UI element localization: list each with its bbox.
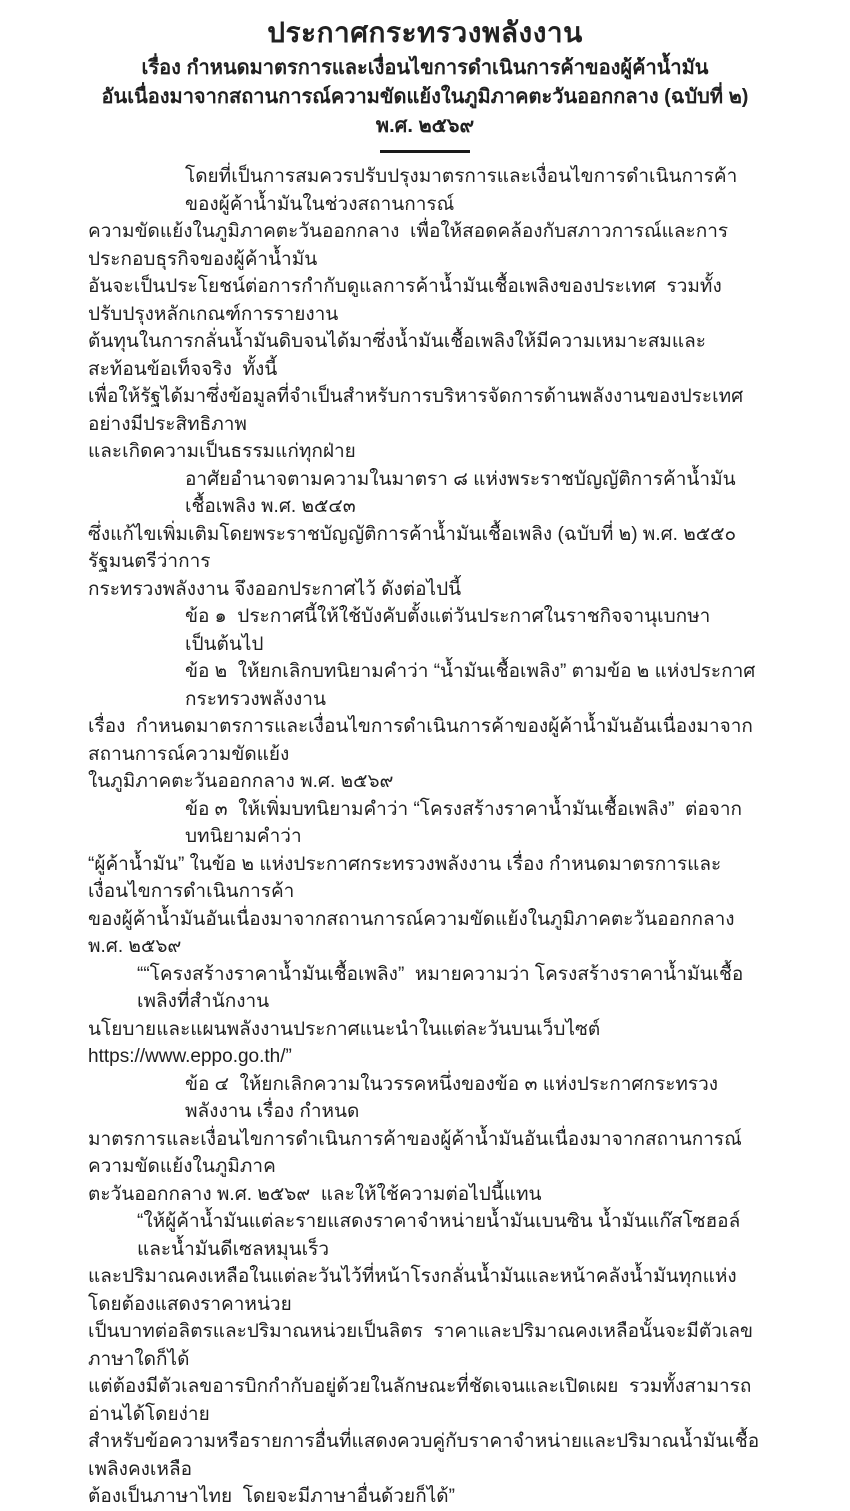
document-title: ประกาศกระทรวงพลังงาน: [267, 17, 583, 48]
document-subject-line-2: อันเนื่องมาจากสถานการณ์ความขัดแย้งในภูมิภาคตะวันออกกลาง (ฉบับที่ ๒): [101, 86, 749, 108]
paragraph-7-line-3: ตะวันออกกลาง พ.ศ. ๒๕๖๙ และให้ใช้ความต่อไปนี้แทน: [88, 1183, 542, 1205]
paragraph-6-line-2: นโยบายและแผนพลังงานประกาศแนะนำในแต่ละวันบนเว็บไซต์ https://www.eppo.go.th/”: [88, 1018, 611, 1067]
paragraph-1-line-2: ความขัดแย้งในภูมิภาคตะวันออกกลาง เพื่อให้สอดคล้องกับสภาวการณ์และการประกอบธุรกิจของผู้ค้าน้ำมัน: [88, 221, 729, 270]
document-year: พ.ศ. ๒๕๖๙: [375, 115, 475, 137]
document-subject-line-1: เรื่อง กำหนดมาตรการและเงื่อนไขการดำเนินการค้าของผู้ค้าน้ำมัน: [141, 57, 709, 79]
paragraph-4-line-2: เรื่อง กำหนดมาตรการและเงื่อนไขการดำเนินการค้าของผู้ค้าน้ำมันอันเนื่องมาจากสถานการณ์ความขัดแย้ง: [88, 716, 753, 765]
paragraph-1-line-3: อันจะเป็นประโยชน์ต่อการกำกับดูแลการค้าน้ำมันเชื้อเพลิงของประเทศ รวมทั้งปรับปรุงหลักเกณฑ์การรายงาน: [88, 276, 722, 325]
paragraph-8-line-2: และปริมาณคงเหลือในแต่ละวันไว้ที่หน้าโรงกลั่นน้ำมันและหน้าคลังน้ำมันทุกแห่ง โดยต้องแสดงราคาหน่วย: [88, 1266, 742, 1315]
document-body: [88, 163, 762, 1511]
paragraph-8-line-1: “ให้ผู้ค้าน้ำมันแต่ละรายแสดงราคาจำหน่ายน้ำมันเบนซิน น้ำมันแก๊สโซฮอล์ และน้ำมันดีเซลหมุนเร็ว: [137, 1211, 746, 1260]
paragraph-5-line-3: ของผู้ค้าน้ำมันอันเนื่องมาจากสถานการณ์ความขัดแย้งในภูมิภาคตะวันออกกลาง พ.ศ. ๒๕๖๙: [88, 908, 740, 957]
paragraph-7-line-2: มาตรการและเงื่อนไขการดำเนินการค้าของผู้ค้าน้ำมันอันเนื่องมาจากสถานการณ์ความขัดแย้งในภูมิภาค: [88, 1128, 742, 1177]
paragraph-4-line-3: ในภูมิภาคตะวันออกกลาง พ.ศ. ๒๕๖๙: [88, 771, 394, 792]
paragraph-8-line-4: แต่ต้องมีตัวเลขอารบิกกำกับอยู่ด้วยในลักษณะที่ชัดเจนและเปิดเผย รวมทั้งสามารถอ่านได้โดยง่าย: [88, 1376, 752, 1425]
paragraph-3-line-1: ข้อ ๑ ประกาศนี้ให้ใช้บังคับตั้งแต่วันประกาศในราชกิจจานุเบกษาเป็นต้นไป: [185, 606, 711, 655]
header-divider-rule: [380, 150, 470, 153]
paragraph-8-line-5: สำหรับข้อความหรือรายการอื่นที่แสดงควบคู่กับราคาจำหน่ายและปริมาณน้ำมันเชื้อเพลิงคงเหลือ: [88, 1431, 760, 1480]
paragraph-1-line-1: โดยที่เป็นการสมควรปรับปรุงมาตรการและเงื่อนไขการดำเนินการค้าของผู้ค้าน้ำมันในช่วงสถานการณ์: [185, 166, 738, 215]
paragraph-7-line-1: ข้อ ๔ ให้ยกเลิกความในวรรคหนึ่งของข้อ ๓ แห่งประกาศกระทรวงพลังงาน เรื่อง กำหนด: [185, 1073, 719, 1122]
paragraph-6-line-1: ““โครงสร้างราคาน้ำมันเชื้อเพลิง” หมายความว่า โครงสร้างราคาน้ำมันเชื้อเพลิงที่สำนักงาน: [137, 963, 744, 1012]
paragraph-2-line-3: กระทรวงพลังงาน จึงออกประกาศไว้ ดังต่อไปนี้: [88, 578, 462, 600]
paragraph-5-line-1: ข้อ ๓ ให้เพิ่มบทนิยามคำว่า “โครงสร้างราคาน้ำมันเชื้อเพลิง” ต่อจากบทนิยามคำว่า: [185, 798, 743, 847]
paragraph-1-line-4: ต้นทุนในการกลั่นน้ำมันดิบจนได้มาซึ่งน้ำมันเชื้อเพลิงให้มีความเหมาะสมและสะท้อนข้อเท็จจริง ทั้งนี้: [88, 331, 707, 380]
paragraph-2-line-2: ซึ่งแก้ไขเพิ่มเติมโดยพระราชบัญญัติการค้าน้ำมันเชื้อเพลิง (ฉบับที่ ๒) พ.ศ. ๒๕๕๐ รัฐมนตรีว่าการ: [88, 523, 742, 572]
paragraph-5-line-2: “ผู้ค้าน้ำมัน” ในข้อ ๒ แห่งประกาศกระทรวงพลังงาน เรื่อง กำหนดมาตรการและเงื่อนไขการดำเนินการค้า: [88, 853, 722, 902]
paragraph-8-line-6: ต้องเป็นภาษาไทย โดยจะมีภาษาอื่นด้วยก็ได้”: [88, 1486, 455, 1507]
paragraph-8-line-3: เป็นบาทต่อลิตรและปริมาณหน่วยเป็นลิตร ราคาและปริมาณคงเหลือนั้นจะมีตัวเลขภาษาใดก็ได้: [88, 1321, 753, 1370]
paragraph-1-line-5: เพื่อให้รัฐได้มาซึ่งข้อมูลที่จำเป็นสำหรับการบริหารจัดการด้านพลังงานของประเทศอย่างมีประสิทธิภาพ: [88, 386, 744, 435]
paragraph-2-line-1: อาศัยอำนาจตามความในมาตรา ๘ แห่งพระราชบัญญัติการค้าน้ำมันเชื้อเพลิง พ.ศ. ๒๕๔๓: [185, 468, 736, 517]
paragraph-1-line-6: และเกิดความเป็นธรรมแก่ทุกฝ่าย: [88, 441, 356, 462]
paragraph-4-line-1: ข้อ ๒ ให้ยกเลิกบทนิยามคำว่า “น้ำมันเชื้อเพลิง” ตามข้อ ๒ แห่งประกาศกระทรวงพลังงาน: [185, 661, 756, 710]
